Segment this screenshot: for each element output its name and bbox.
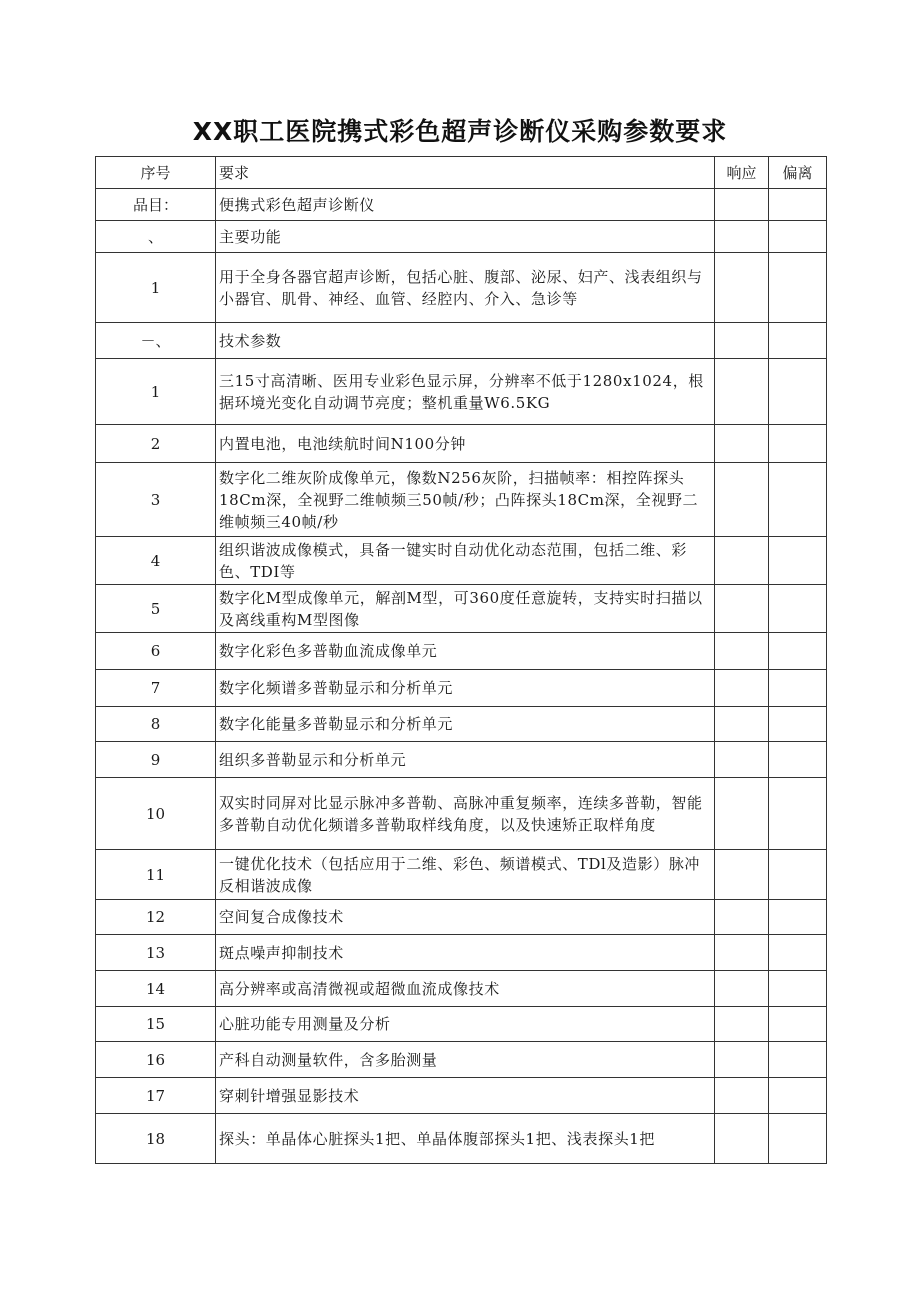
header-response: 响应: [715, 157, 769, 189]
row-deviation-cell: [769, 707, 827, 742]
table-row: [96, 1114, 827, 1164]
row-number: 10: [96, 778, 216, 850]
row-requirement: 便携式彩色超声诊断仪: [216, 189, 715, 221]
table-row: [96, 1007, 827, 1042]
row-response-cell: [715, 707, 769, 742]
row-requirement: 高分辨率或高清微视或超微血流成像技术: [216, 971, 715, 1007]
row-requirement: 一键优化技术（包括应用于二维、彩色、频谱模式、TDl及造影）脉冲反相谐波成像: [216, 850, 715, 900]
table-row: [96, 670, 827, 707]
row-number: 9: [96, 742, 216, 778]
table-row: [96, 633, 827, 670]
section-row: [96, 323, 827, 359]
row-deviation-cell: [769, 323, 827, 359]
row-number: 15: [96, 1007, 216, 1042]
row-response-cell: [715, 900, 769, 935]
row-deviation-cell: [769, 1114, 827, 1164]
row-deviation-cell: [769, 850, 827, 900]
row-response-cell: [715, 1042, 769, 1078]
row-deviation-cell: [769, 1078, 827, 1114]
row-requirement: 组织多普勒显示和分析单元: [216, 742, 715, 778]
row-deviation-cell: [769, 778, 827, 850]
row-requirement: 数字化频谱多普勒显示和分析单元: [216, 670, 715, 707]
row-response-cell: [715, 935, 769, 971]
table-row: [96, 850, 827, 900]
table-row: [96, 253, 827, 323]
row-requirement: 心脏功能专用测量及分析: [216, 1007, 715, 1042]
row-number: 8: [96, 707, 216, 742]
row-deviation-cell: [769, 253, 827, 323]
row-requirement: 用于全身各器官超声诊断，包括心脏、腹部、泌尿、妇产、浅表组织与小器官、肌骨、神经、血管、经腔内、介入、急诊等: [216, 253, 715, 323]
row-requirement: 数字化彩色多普勒血流成像单元: [216, 633, 715, 670]
row-response-cell: [715, 971, 769, 1007]
row-number: 、: [96, 221, 216, 253]
row-number: 17: [96, 1078, 216, 1114]
row-response-cell: [715, 221, 769, 253]
row-requirement: 空间复合成像技术: [216, 900, 715, 935]
row-number: 16: [96, 1042, 216, 1078]
header-no: 序号: [96, 157, 216, 189]
table-row: [96, 1042, 827, 1078]
row-number: －、: [96, 323, 216, 359]
document-title: XX职工医院携式彩色超声诊断仪采购参数要求: [192, 117, 728, 146]
header-requirement: 要求: [216, 157, 715, 189]
row-response-cell: [715, 359, 769, 425]
row-number: 13: [96, 935, 216, 971]
table-row: [96, 707, 827, 742]
row-response-cell: [715, 537, 769, 585]
row-requirement: 技术参数: [216, 323, 715, 359]
table-row: [96, 537, 827, 585]
row-number: 18: [96, 1114, 216, 1164]
row-deviation-cell: [769, 221, 827, 253]
row-deviation-cell: [769, 463, 827, 537]
header-deviation: 偏离: [769, 157, 827, 189]
row-number: 12: [96, 900, 216, 935]
row-deviation-cell: [769, 971, 827, 1007]
row-requirement: 数字化M型成像单元，解剖M型，可360度任意旋转，支持实时扫描以及离线重构M型图像: [216, 585, 715, 633]
section-row: [96, 221, 827, 253]
row-number: 6: [96, 633, 216, 670]
section-row: [96, 189, 827, 221]
table-row: [96, 1078, 827, 1114]
row-deviation-cell: [769, 935, 827, 971]
row-deviation-cell: [769, 189, 827, 221]
row-requirement: 双实时同屏对比显示脉冲多普勒、高脉冲重复频率，连续多普勒，智能多普勒自动优化频谱多普勒取样线角度，以及快速矫正取样角度: [216, 778, 715, 850]
row-response-cell: [715, 425, 769, 463]
row-requirement: 主要功能: [216, 221, 715, 253]
table-row: [96, 900, 827, 935]
table-row: [96, 463, 827, 537]
row-response-cell: [715, 850, 769, 900]
row-requirement: 数字化能量多普勒显示和分析单元: [216, 707, 715, 742]
row-requirement: 探头：单晶体心脏探头1把、单晶体腹部探头1把、浅表探头1把: [216, 1114, 715, 1164]
row-number: 14: [96, 971, 216, 1007]
row-response-cell: [715, 253, 769, 323]
row-response-cell: [715, 1078, 769, 1114]
row-requirement: 数字化二维灰阶成像单元，像数N256灰阶，扫描帧率：相控阵探头18Cm深，全视野二维帧频三50帧/秒；凸阵探头18Cm深，全视野二维帧频三40帧/秒: [216, 463, 715, 537]
row-response-cell: [715, 670, 769, 707]
row-response-cell: [715, 742, 769, 778]
row-deviation-cell: [769, 537, 827, 585]
row-requirement: 穿刺针增强显影技术: [216, 1078, 715, 1114]
row-number: 4: [96, 537, 216, 585]
row-number: 品目：: [96, 189, 216, 221]
requirements-table: [95, 156, 827, 1164]
row-response-cell: [715, 323, 769, 359]
table-row: [96, 359, 827, 425]
table-row: [96, 971, 827, 1007]
row-deviation-cell: [769, 1042, 827, 1078]
table-row: [96, 935, 827, 971]
row-requirement: 产科自动测量软件，含多胎测量: [216, 1042, 715, 1078]
row-number: 2: [96, 425, 216, 463]
row-number: 11: [96, 850, 216, 900]
row-deviation-cell: [769, 585, 827, 633]
row-requirement: 三15寸高清晰、医用专业彩色显示屏，分辨率不低于1280x1024，根据环境光变化自动调节亮度；整机重量W6.5KG: [216, 359, 715, 425]
row-requirement: 内置电池，电池续航时间N100分钟: [216, 425, 715, 463]
row-number: 3: [96, 463, 216, 537]
row-deviation-cell: [769, 670, 827, 707]
row-deviation-cell: [769, 1007, 827, 1042]
row-response-cell: [715, 189, 769, 221]
row-response-cell: [715, 1114, 769, 1164]
row-requirement: 斑点噪声抑制技术: [216, 935, 715, 971]
row-deviation-cell: [769, 359, 827, 425]
row-number: 1: [96, 253, 216, 323]
row-deviation-cell: [769, 425, 827, 463]
row-number: 5: [96, 585, 216, 633]
row-deviation-cell: [769, 742, 827, 778]
table-row: [96, 778, 827, 850]
table-header-row: [96, 157, 827, 189]
row-response-cell: [715, 463, 769, 537]
row-deviation-cell: [769, 900, 827, 935]
row-response-cell: [715, 633, 769, 670]
row-response-cell: [715, 778, 769, 850]
row-number: 7: [96, 670, 216, 707]
table-row: [96, 585, 827, 633]
row-response-cell: [715, 585, 769, 633]
table-row: [96, 742, 827, 778]
table-row: [96, 425, 827, 463]
row-requirement: 组织谐波成像模式，具备一键实时自动优化动态范围，包括二维、彩色、TDI等: [216, 537, 715, 585]
row-number: 1: [96, 359, 216, 425]
row-response-cell: [715, 1007, 769, 1042]
row-deviation-cell: [769, 633, 827, 670]
